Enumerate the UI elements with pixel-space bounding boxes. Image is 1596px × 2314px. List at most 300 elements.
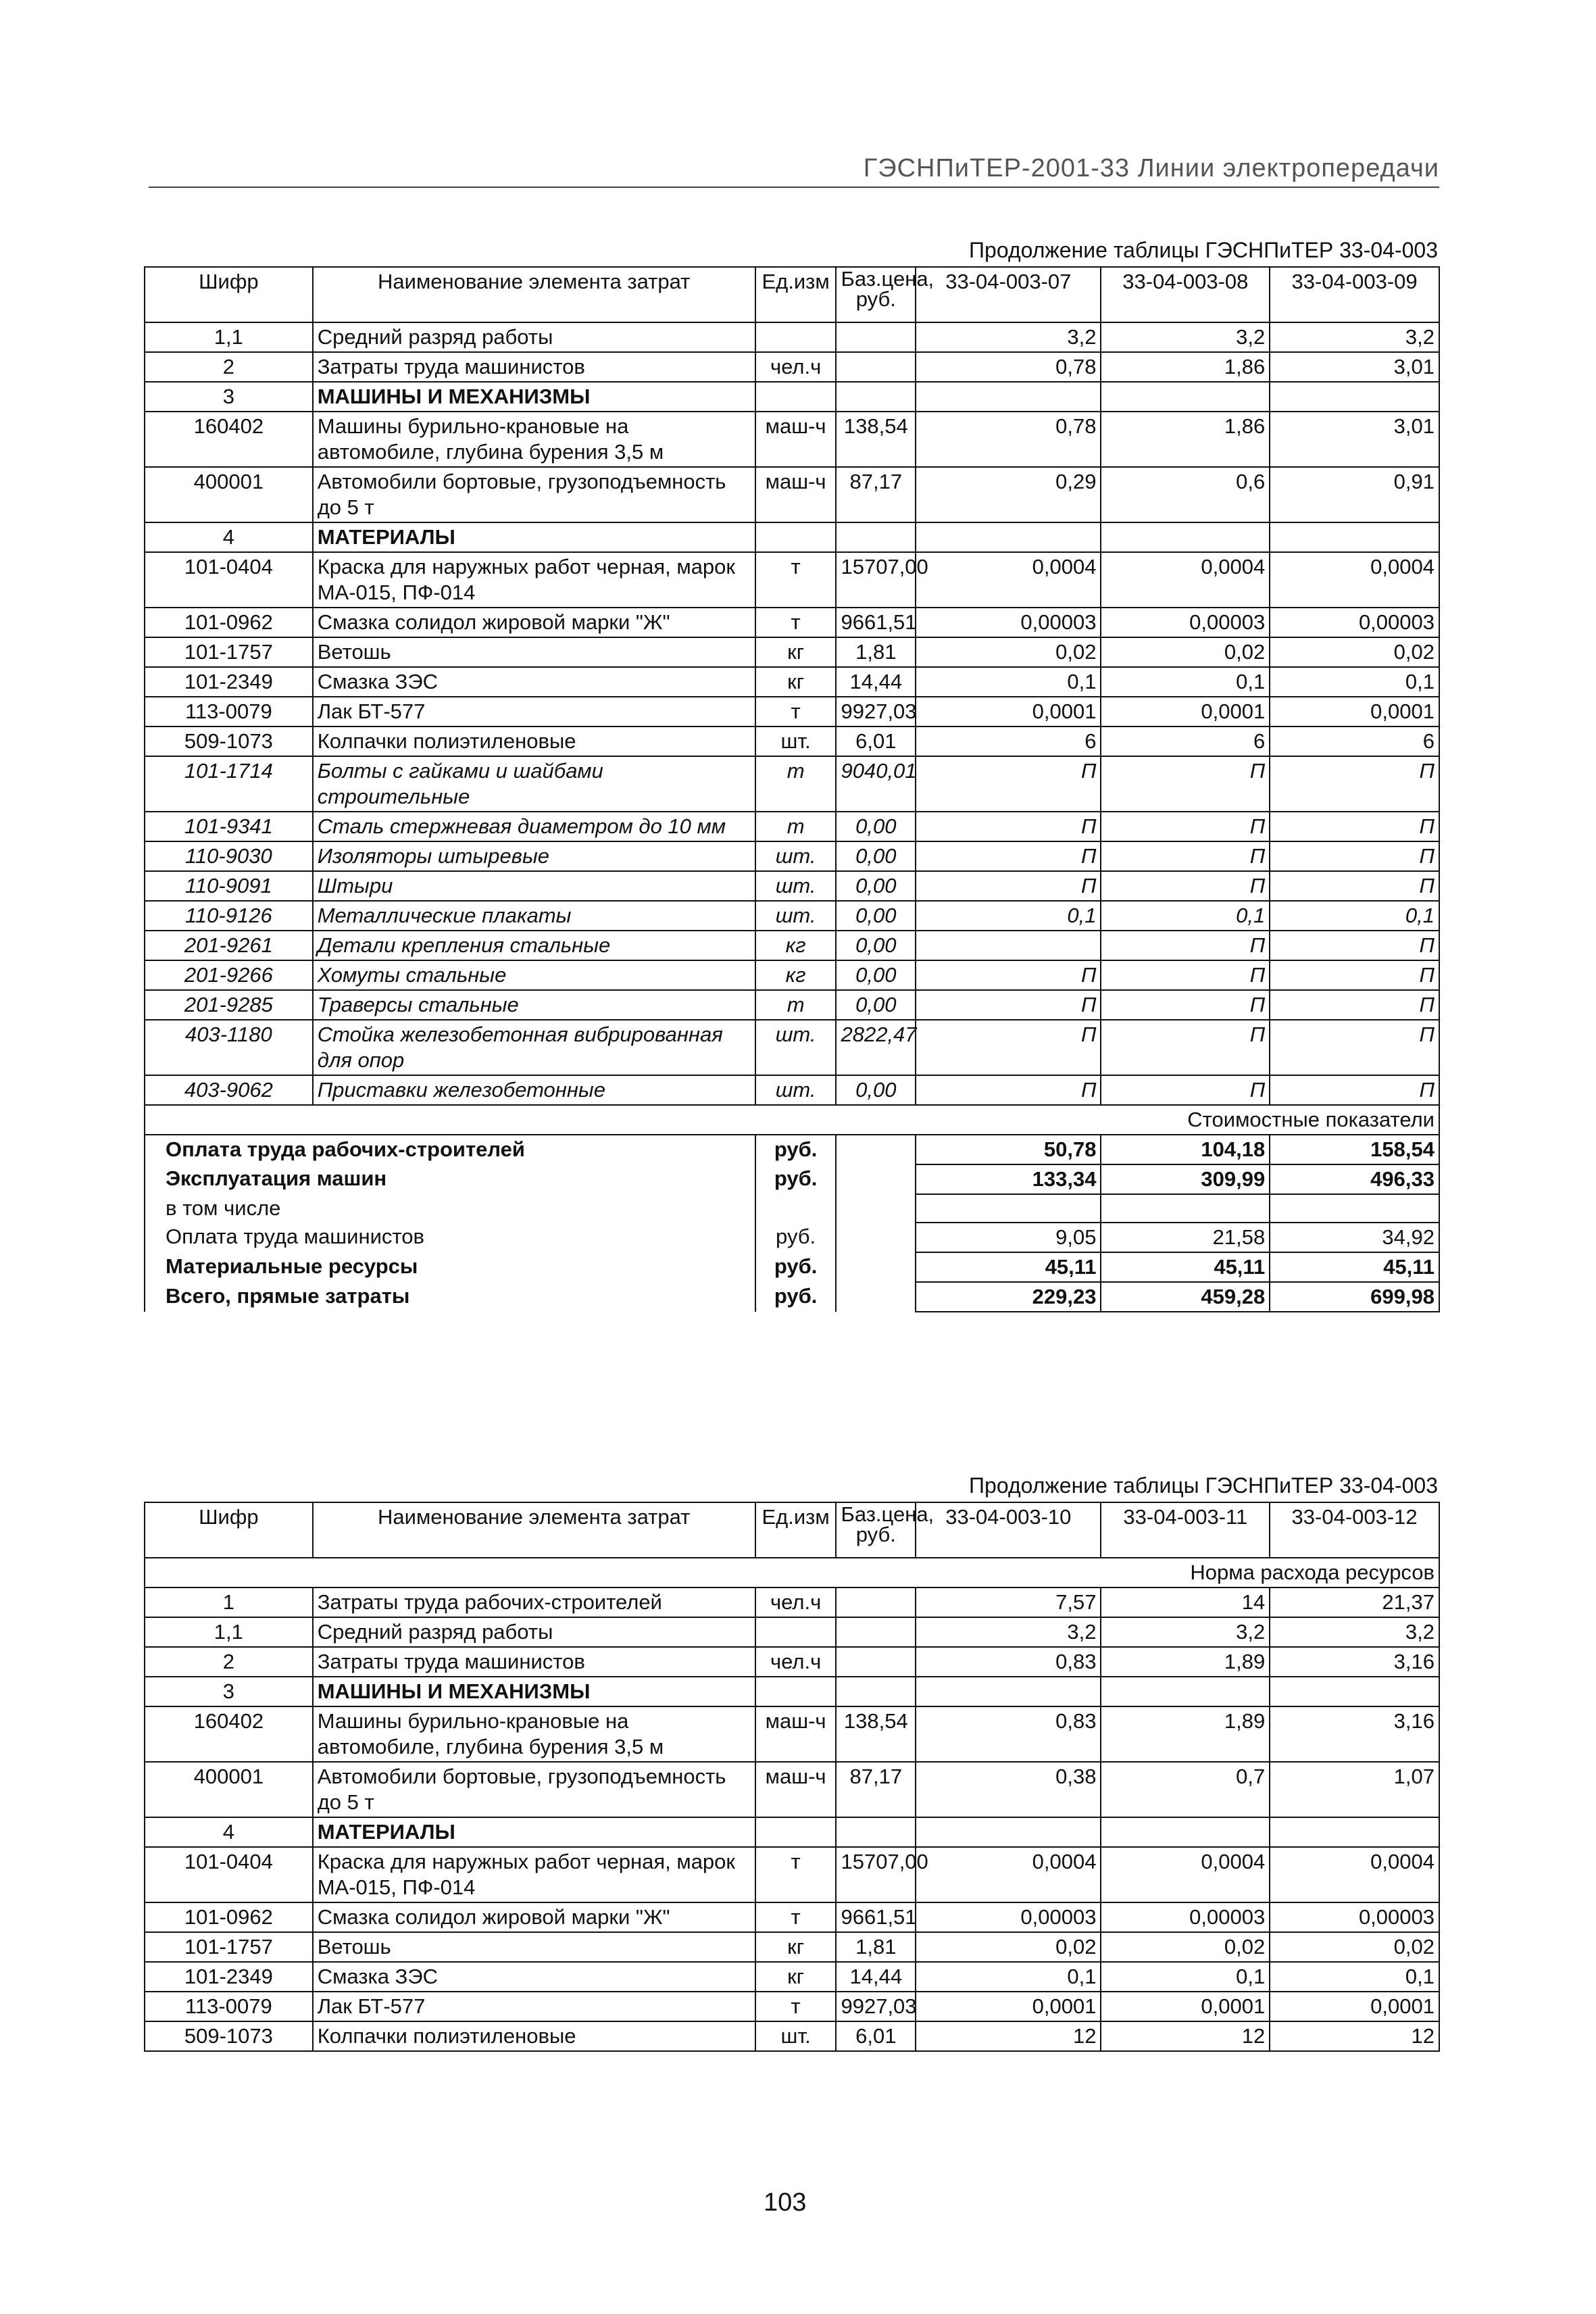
- table-row: [145, 990, 1439, 1020]
- cell-value: 21,37: [1270, 1587, 1439, 1617]
- norm-header-row: [145, 1558, 1439, 1587]
- cell-value: 6: [1270, 727, 1439, 756]
- cell-value: П: [1270, 756, 1439, 812]
- table-row: [145, 1962, 1439, 1992]
- header-title: ГЭСНПиТЕР-2001-33 Линии электропередачи: [863, 154, 1439, 182]
- table-header-row: [145, 267, 1439, 322]
- cell-value: П: [916, 990, 1101, 1020]
- cell-name: Колпачки полиэтиленовые: [313, 2021, 755, 2051]
- cell-value: [1270, 1677, 1439, 1706]
- cell-value: [916, 931, 1101, 960]
- col-header: Баз.цена, руб.: [836, 267, 916, 322]
- cost-empty: [836, 1223, 916, 1252]
- cost-value: 45,11: [916, 1252, 1101, 1282]
- cell-code: 113-0079: [145, 1992, 313, 2021]
- cell-name: Штыри: [313, 871, 755, 901]
- table-row: [145, 1587, 1439, 1617]
- cell-name: Краска для наружных работ черная, марок МА-015, ПФ-014: [313, 1847, 755, 1902]
- cell-value: 0,1: [1101, 1962, 1270, 1992]
- cell-unit: чел.ч: [755, 1647, 837, 1677]
- cost-row: [145, 1194, 1439, 1223]
- cell-price: 9040,01: [836, 756, 916, 812]
- cell-code: 509-1073: [145, 2021, 313, 2051]
- cell-value: 0,83: [916, 1706, 1101, 1762]
- cell-value: [916, 382, 1101, 412]
- cell-name: Болты с гайками и шайбами строительные: [313, 756, 755, 812]
- cost-empty: [836, 1194, 916, 1223]
- cell-value: 1,89: [1101, 1706, 1270, 1762]
- table-row: [145, 1847, 1439, 1902]
- cell-value: 0,1: [916, 901, 1101, 931]
- cell-code: 160402: [145, 412, 313, 467]
- cell-value: П: [916, 812, 1101, 841]
- resource-table-1: [144, 266, 1440, 1312]
- cell-price: [836, 1587, 916, 1617]
- cell-code: 110-9091: [145, 871, 313, 901]
- table-row: [145, 1762, 1439, 1817]
- cell-value: П: [916, 1075, 1101, 1105]
- cell-name: Траверсы стальные: [313, 990, 755, 1020]
- cost-value: 21,58: [1101, 1223, 1270, 1252]
- cell-price: 9661,51: [836, 1902, 916, 1932]
- cell-unit: кг: [755, 637, 837, 667]
- cell-value: 0,78: [916, 352, 1101, 382]
- cell-price: 9927,03: [836, 697, 916, 727]
- cost-name: Эксплуатация машин: [145, 1164, 755, 1194]
- cell-unit: кг: [755, 1962, 837, 1992]
- cost-value: 699,98: [1270, 1282, 1439, 1312]
- cell-price: 0,00: [836, 931, 916, 960]
- cell-value: 0,0004: [1101, 1847, 1270, 1902]
- cell-value: 0,02: [1101, 1932, 1270, 1962]
- col-header: 33-04-003-11: [1101, 1502, 1270, 1558]
- cell-value: 0,00003: [916, 1902, 1101, 1932]
- cell-value: 0,00003: [1270, 608, 1439, 637]
- cost-name: в том числе: [145, 1194, 755, 1223]
- table-row: [145, 382, 1439, 412]
- cell-price: 138,54: [836, 412, 916, 467]
- col-header: Шифр: [145, 267, 313, 322]
- cell-code: 101-0962: [145, 1902, 313, 1932]
- cell-price: 0,00: [836, 841, 916, 871]
- cell-value: 3,2: [1270, 1617, 1439, 1647]
- table-row: [145, 960, 1439, 990]
- cell-price: 15707,00: [836, 1847, 916, 1902]
- cell-name: Лак БТ-577: [313, 697, 755, 727]
- cell-name: Стойка железобетонная вибрированная для опор: [313, 1020, 755, 1075]
- cost-name: Оплата труда машинистов: [145, 1223, 755, 1252]
- cost-value: 9,05: [916, 1223, 1101, 1252]
- cell-code: 1,1: [145, 1617, 313, 1647]
- cell-value: 0,83: [916, 1647, 1101, 1677]
- cell-name: Лак БТ-577: [313, 1992, 755, 2021]
- table-row: [145, 1617, 1439, 1647]
- cell-name: Смазка солидол жировой марки "Ж": [313, 1902, 755, 1932]
- cost-value: 45,11: [1270, 1252, 1439, 1282]
- cell-code: 201-9285: [145, 990, 313, 1020]
- cell-price: 138,54: [836, 1706, 916, 1762]
- cell-value: 0,00003: [1101, 1902, 1270, 1932]
- cell-name: Смазка ЗЭС: [313, 1962, 755, 1992]
- cell-value: 0,02: [1270, 637, 1439, 667]
- cell-name: Автомобили бортовые, грузоподъемность до 5 т: [313, 1762, 755, 1817]
- resource-table-2: [144, 1502, 1440, 2052]
- cell-name: МАТЕРИАЛЫ: [313, 1817, 755, 1847]
- cell-unit: т: [755, 608, 837, 637]
- cell-unit: т: [755, 697, 837, 727]
- cell-value: 0,0004: [916, 1847, 1101, 1902]
- cell-unit: чел.ч: [755, 352, 837, 382]
- cell-value: 12: [916, 2021, 1101, 2051]
- cell-unit: шт.: [755, 2021, 837, 2051]
- cell-value: 3,2: [1101, 322, 1270, 352]
- cell-name: Средний разряд работы: [313, 1617, 755, 1647]
- col-header: Ед.изм: [755, 267, 837, 322]
- cell-name: Ветошь: [313, 637, 755, 667]
- cost-value: [1101, 1194, 1270, 1223]
- table-row: [145, 1706, 1439, 1762]
- cell-value: 0,02: [1101, 637, 1270, 667]
- cost-name: Материальные ресурсы: [145, 1252, 755, 1282]
- cell-value: 0,02: [916, 637, 1101, 667]
- cell-unit: чел.ч: [755, 1587, 837, 1617]
- cell-value: [1101, 1677, 1270, 1706]
- cell-price: [836, 1677, 916, 1706]
- table2-caption: Продолжение таблицы ГЭСНПиТЕР 33-04-003: [969, 1473, 1438, 1498]
- cell-code: 101-2349: [145, 667, 313, 697]
- cell-code: 110-9030: [145, 841, 313, 871]
- table-row: [145, 2021, 1439, 2051]
- cell-name: Сталь стержневая диаметром до 10 мм: [313, 812, 755, 841]
- cell-name: Средний разряд работы: [313, 322, 755, 352]
- cell-value: 0,38: [916, 1762, 1101, 1817]
- cost-unit: руб.: [755, 1223, 837, 1252]
- cell-unit: т: [755, 812, 837, 841]
- cell-value: 0,1: [1101, 901, 1270, 931]
- cell-code: 2: [145, 1647, 313, 1677]
- cell-name: МАШИНЫ И МЕХАНИЗМЫ: [313, 382, 755, 412]
- cost-empty: [836, 1164, 916, 1194]
- cost-value: 229,23: [916, 1282, 1101, 1312]
- table-row: [145, 322, 1439, 352]
- cell-code: 403-9062: [145, 1075, 313, 1105]
- cost-value: 34,92: [1270, 1223, 1439, 1252]
- table-row: [145, 608, 1439, 637]
- table-row: [145, 1075, 1439, 1105]
- cell-unit: [755, 1677, 837, 1706]
- table-row: [145, 412, 1439, 467]
- cell-value: 3,2: [1270, 322, 1439, 352]
- cell-value: [916, 1817, 1101, 1847]
- cell-value: 0,0001: [916, 1992, 1101, 2021]
- cell-value: 0,0004: [1101, 552, 1270, 608]
- cell-name: Изоляторы штыревые: [313, 841, 755, 871]
- cell-price: [836, 382, 916, 412]
- cell-value: П: [916, 960, 1101, 990]
- cell-value: [1270, 1817, 1439, 1847]
- cell-name: Затраты труда рабочих-строителей: [313, 1587, 755, 1617]
- cell-unit: шт.: [755, 1075, 837, 1105]
- cell-unit: [755, 382, 837, 412]
- cell-unit: [755, 322, 837, 352]
- cell-value: 3,2: [1101, 1617, 1270, 1647]
- cell-value: П: [1270, 841, 1439, 871]
- cell-name: МАШИНЫ И МЕХАНИЗМЫ: [313, 1677, 755, 1706]
- cell-value: 3,2: [916, 1617, 1101, 1647]
- cell-value: 0,00003: [916, 608, 1101, 637]
- cell-code: 403-1180: [145, 1020, 313, 1075]
- table-row: [145, 352, 1439, 382]
- cell-unit: т: [755, 756, 837, 812]
- cell-value: 0,0001: [1101, 1992, 1270, 2021]
- cell-value: 0,02: [916, 1932, 1101, 1962]
- cost-value: 459,28: [1101, 1282, 1270, 1312]
- cell-price: 0,00: [836, 990, 916, 1020]
- cell-name: Колпачки полиэтиленовые: [313, 727, 755, 756]
- cell-unit: [755, 1817, 837, 1847]
- cell-unit: [755, 522, 837, 552]
- table-row: [145, 467, 1439, 522]
- norm-header: Норма расхода ресурсов: [145, 1558, 1439, 1587]
- cell-price: [836, 522, 916, 552]
- cell-value: П: [1101, 841, 1270, 871]
- cell-unit: маш-ч: [755, 412, 837, 467]
- cost-unit: [755, 1194, 837, 1223]
- cell-value: П: [1101, 990, 1270, 1020]
- cost-value: 309,99: [1101, 1164, 1270, 1194]
- cell-value: 12: [1101, 2021, 1270, 2051]
- cell-value: П: [1101, 1075, 1270, 1105]
- cell-price: [836, 1617, 916, 1647]
- cost-name: Всего, прямые затраты: [145, 1282, 755, 1312]
- table-row: [145, 931, 1439, 960]
- cell-code: 101-0404: [145, 552, 313, 608]
- cell-code: 101-0404: [145, 1847, 313, 1902]
- cell-value: 1,86: [1101, 412, 1270, 467]
- cell-value: 0,1: [1101, 667, 1270, 697]
- cell-name: Смазка солидол жировой марки "Ж": [313, 608, 755, 637]
- cell-value: П: [1270, 931, 1439, 960]
- cost-value: 50,78: [916, 1135, 1101, 1164]
- cell-price: 0,00: [836, 960, 916, 990]
- cell-value: П: [1270, 812, 1439, 841]
- cell-value: 0,02: [1270, 1932, 1439, 1962]
- cell-code: 201-9266: [145, 960, 313, 990]
- cell-value: 0,00003: [1270, 1902, 1439, 1932]
- cost-header-row: [145, 1105, 1439, 1135]
- cell-price: [836, 1647, 916, 1677]
- cost-value: 45,11: [1101, 1252, 1270, 1282]
- cell-code: 4: [145, 1817, 313, 1847]
- cell-value: 3,01: [1270, 412, 1439, 467]
- cell-value: [1101, 1817, 1270, 1847]
- cell-name: Приставки железобетонные: [313, 1075, 755, 1105]
- cell-value: 0,0001: [1270, 1992, 1439, 2021]
- cell-unit: [755, 1617, 837, 1647]
- cell-unit: кг: [755, 1932, 837, 1962]
- cell-unit: маш-ч: [755, 1762, 837, 1817]
- cell-unit: шт.: [755, 727, 837, 756]
- table-row: [145, 812, 1439, 841]
- cell-value: П: [1101, 871, 1270, 901]
- cell-code: 101-9341: [145, 812, 313, 841]
- cell-price: 0,00: [836, 901, 916, 931]
- cell-name: Ветошь: [313, 1932, 755, 1962]
- cell-value: П: [1101, 960, 1270, 990]
- cell-name: Машины бурильно-крановые на автомобиле, глубина бурения 3,5 м: [313, 412, 755, 467]
- cell-price: [836, 1817, 916, 1847]
- col-header: Баз.цена, руб.: [836, 1502, 916, 1558]
- cell-price: 87,17: [836, 1762, 916, 1817]
- cell-value: 0,6: [1101, 467, 1270, 522]
- cell-value: П: [916, 841, 1101, 871]
- cell-price: 15707,00: [836, 552, 916, 608]
- col-header: 33-04-003-09: [1270, 267, 1439, 322]
- cell-name: Краска для наружных работ черная, марок МА-015, ПФ-014: [313, 552, 755, 608]
- cost-unit: руб.: [755, 1135, 837, 1164]
- cell-price: [836, 352, 916, 382]
- cell-name: Металлические плакаты: [313, 901, 755, 931]
- cell-price: 0,00: [836, 1075, 916, 1105]
- cell-price: [836, 322, 916, 352]
- cell-unit: т: [755, 1992, 837, 2021]
- cell-value: 1,89: [1101, 1647, 1270, 1677]
- cell-value: 0,0004: [1270, 552, 1439, 608]
- cost-value: 158,54: [1270, 1135, 1439, 1164]
- cell-code: 201-9261: [145, 931, 313, 960]
- cost-header: Стоимостные показатели: [145, 1105, 1439, 1135]
- cell-price: 0,00: [836, 871, 916, 901]
- cell-unit: шт.: [755, 1020, 837, 1075]
- cell-code: 101-1757: [145, 1932, 313, 1962]
- cell-unit: кг: [755, 667, 837, 697]
- cost-unit: руб.: [755, 1252, 837, 1282]
- cell-code: 400001: [145, 467, 313, 522]
- table-row: [145, 1677, 1439, 1706]
- table-row: [145, 901, 1439, 931]
- cost-unit: руб.: [755, 1282, 837, 1312]
- cell-unit: т: [755, 1847, 837, 1902]
- col-header: Наименование элемента затрат: [313, 1502, 755, 1558]
- cell-code: 101-2349: [145, 1962, 313, 1992]
- cell-value: [1101, 382, 1270, 412]
- cell-value: 3,16: [1270, 1647, 1439, 1677]
- cell-name: Затраты труда машинистов: [313, 1647, 755, 1677]
- cost-unit: руб.: [755, 1164, 837, 1194]
- cell-price: 6,01: [836, 2021, 916, 2051]
- cell-value: 0,0001: [916, 697, 1101, 727]
- cell-value: П: [1270, 990, 1439, 1020]
- cost-row: [145, 1164, 1439, 1194]
- table-header-row: [145, 1502, 1439, 1558]
- cell-name: Автомобили бортовые, грузоподъемность до 5 т: [313, 467, 755, 522]
- cell-value: 3,2: [916, 322, 1101, 352]
- cell-code: 4: [145, 522, 313, 552]
- cell-price: 87,17: [836, 467, 916, 522]
- cell-value: [1101, 522, 1270, 552]
- cell-code: 3: [145, 1677, 313, 1706]
- col-header: 33-04-003-07: [916, 267, 1101, 322]
- cost-empty: [836, 1252, 916, 1282]
- table-row: [145, 1932, 1439, 1962]
- table-row: [145, 727, 1439, 756]
- table-row: [145, 522, 1439, 552]
- table-row: [145, 1992, 1439, 2021]
- cell-unit: т: [755, 1902, 837, 1932]
- cell-price: 1,81: [836, 1932, 916, 1962]
- cell-name: Затраты труда машинистов: [313, 352, 755, 382]
- cell-value: 0,1: [916, 1962, 1101, 1992]
- cell-code: 101-0962: [145, 608, 313, 637]
- running-header: [149, 154, 1439, 188]
- cell-price: 2822,47: [836, 1020, 916, 1075]
- col-header: 33-04-003-08: [1101, 267, 1270, 322]
- cell-unit: шт.: [755, 871, 837, 901]
- table-row: [145, 697, 1439, 727]
- table-row: [145, 1817, 1439, 1847]
- col-header: Ед.изм: [755, 1502, 837, 1558]
- cell-unit: маш-ч: [755, 467, 837, 522]
- cell-price: 6,01: [836, 727, 916, 756]
- cell-name: Детали крепления стальные: [313, 931, 755, 960]
- cell-value: 1,86: [1101, 352, 1270, 382]
- cost-row: [145, 1252, 1439, 1282]
- cell-value: П: [1270, 960, 1439, 990]
- page-number: 103: [764, 2188, 807, 2217]
- cell-value: 0,0004: [916, 552, 1101, 608]
- cell-value: 3,16: [1270, 1706, 1439, 1762]
- cost-name: Оплата труда рабочих-строителей: [145, 1135, 755, 1164]
- cell-price: 9661,51: [836, 608, 916, 637]
- cell-value: 0,7: [1101, 1762, 1270, 1817]
- table-row: [145, 841, 1439, 871]
- cell-value: 0,0004: [1270, 1847, 1439, 1902]
- cost-value: [916, 1194, 1101, 1223]
- cell-value: П: [1101, 931, 1270, 960]
- cell-value: 3,01: [1270, 352, 1439, 382]
- cell-value: 0,1: [916, 667, 1101, 697]
- cell-price: 14,44: [836, 667, 916, 697]
- cell-code: 2: [145, 352, 313, 382]
- cell-code: 160402: [145, 1706, 313, 1762]
- col-header: 33-04-003-10: [916, 1502, 1101, 1558]
- table-row: [145, 1020, 1439, 1075]
- cell-value: 1,07: [1270, 1762, 1439, 1817]
- cost-value: 496,33: [1270, 1164, 1439, 1194]
- cell-value: 0,91: [1270, 467, 1439, 522]
- cell-value: 7,57: [916, 1587, 1101, 1617]
- cell-value: П: [916, 756, 1101, 812]
- cell-value: 12: [1270, 2021, 1439, 2051]
- cost-value: 104,18: [1101, 1135, 1270, 1164]
- cell-unit: т: [755, 990, 837, 1020]
- cell-unit: шт.: [755, 841, 837, 871]
- cell-code: 1,1: [145, 322, 313, 352]
- cell-value: 0,1: [1270, 667, 1439, 697]
- table-row: [145, 1647, 1439, 1677]
- cell-code: 113-0079: [145, 697, 313, 727]
- cell-name: Смазка ЗЭС: [313, 667, 755, 697]
- cell-unit: шт.: [755, 901, 837, 931]
- cell-name: Хомуты стальные: [313, 960, 755, 990]
- table-row: [145, 637, 1439, 667]
- cell-unit: маш-ч: [755, 1706, 837, 1762]
- col-header: Шифр: [145, 1502, 313, 1558]
- cell-code: 110-9126: [145, 901, 313, 931]
- cell-price: 1,81: [836, 637, 916, 667]
- cost-empty: [836, 1135, 916, 1164]
- cell-code: 101-1714: [145, 756, 313, 812]
